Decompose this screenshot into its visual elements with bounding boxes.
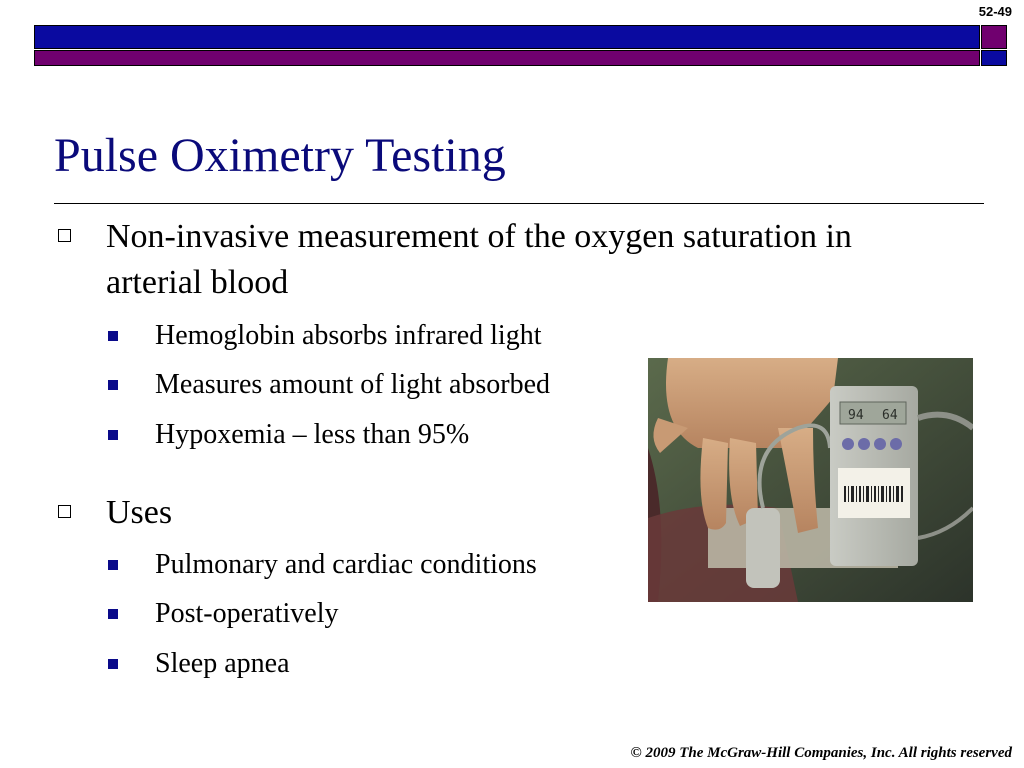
hollow-square-bullet-icon [58, 505, 71, 518]
barcode-bar [874, 486, 876, 502]
barcode-bar [893, 486, 894, 502]
barcode-bar [848, 486, 849, 502]
header-band-purple [34, 50, 980, 66]
barcode-bar [901, 486, 903, 502]
header-band-blue [34, 25, 980, 49]
pulse-oximeter-photo [648, 358, 973, 602]
sub-bullet-text: Measures amount of light absorbed [155, 369, 551, 400]
barcode-bar [866, 486, 869, 502]
sub-bullet-text: Sleep apnea [155, 648, 290, 679]
sub-bullet-text: Hypoxemia – less than 95% [155, 419, 470, 450]
bullet-1 [106, 214, 956, 306]
title-divider [54, 203, 984, 204]
barcode-bar [851, 486, 854, 502]
barcode-bar [878, 486, 879, 502]
sub-bullet-1-3 [155, 417, 469, 453]
display-pulse: 64 [882, 408, 898, 423]
pulse-oximeter-illustration [648, 358, 973, 602]
filled-square-bullet-icon [108, 560, 118, 570]
finger-1 [700, 438, 728, 530]
sub-bullet-1-2 [155, 367, 550, 403]
barcode-bar [856, 486, 857, 502]
barcode-bar [871, 486, 872, 502]
barcode-bar [863, 486, 864, 502]
device-button-1 [842, 438, 854, 450]
header-corner-square-blue [981, 50, 1007, 66]
bullet-2 [106, 490, 172, 536]
header-corner-square-purple [981, 25, 1007, 49]
barcode-bar [889, 486, 891, 502]
slide-number: 52-49 [978, 4, 1012, 19]
filled-square-bullet-icon [108, 331, 118, 341]
filled-square-bullet-icon [108, 659, 118, 669]
display-spo2: 94 [848, 408, 864, 423]
filled-square-bullet-icon [108, 380, 118, 390]
filled-square-bullet-icon [108, 609, 118, 619]
copyright-footer: © 2009 The McGraw-Hill Companies, Inc. All rights reserved [630, 745, 1012, 761]
sub-bullet-2-1 [155, 547, 537, 583]
sub-bullet-1-1 [155, 318, 541, 354]
barcode-bar [859, 486, 861, 502]
finger-sensor-clip [746, 508, 780, 588]
sub-bullet-text: Post-operatively [155, 598, 339, 629]
barcode-bar [844, 486, 846, 502]
barcode-bar [886, 486, 887, 502]
barcode-bar [896, 486, 899, 502]
barcode-bar [881, 486, 884, 502]
hollow-square-bullet-icon [58, 229, 71, 242]
filled-square-bullet-icon [108, 430, 118, 440]
sub-bullet-text: Hemoglobin absorbs infrared light [155, 320, 542, 351]
bullet-1-text: Non-invasive measurement of the oxygen saturation in arterial blood [106, 218, 852, 301]
slide-title: Pulse Oximetry Testing [54, 129, 506, 182]
sub-bullet-2-3 [155, 646, 290, 682]
sub-bullet-2-2 [155, 596, 339, 632]
sub-bullet-text: Pulmonary and cardiac conditions [155, 549, 537, 580]
bullet-2-text: Uses [106, 494, 173, 531]
device-button-4 [890, 438, 902, 450]
device-button-3 [874, 438, 886, 450]
device-button-2 [858, 438, 870, 450]
